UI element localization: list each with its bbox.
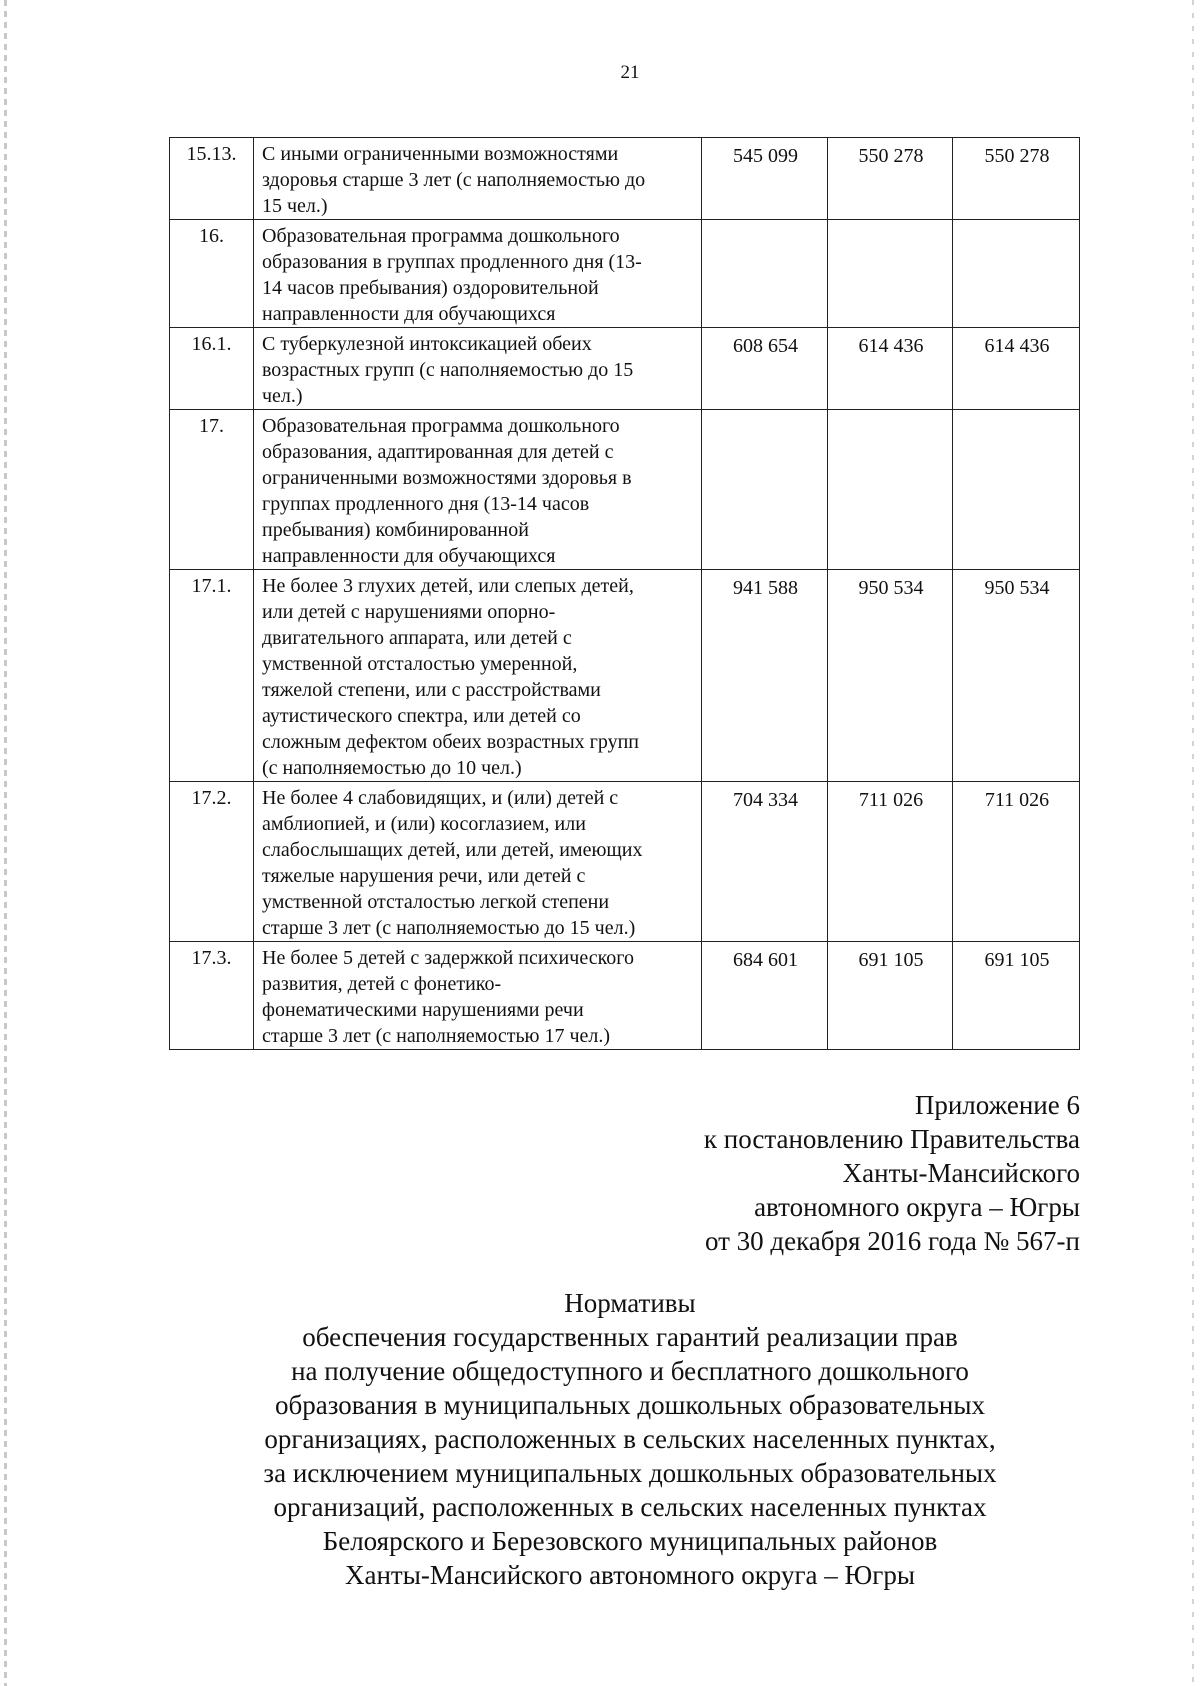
description-line: С туберкулезной интоксикацией обеих xyxy=(262,333,592,355)
row-number: 16. xyxy=(170,220,254,328)
row-description xyxy=(254,942,702,1050)
row-number: 16.1. xyxy=(170,328,254,410)
description-line: амблиопией, и (или) косоглазием, или xyxy=(262,813,586,835)
value-year-1: 545 099 xyxy=(702,138,828,220)
value-year-3: 711 026 xyxy=(953,782,1080,942)
document-title xyxy=(160,1286,1100,1592)
value-year-2 xyxy=(828,220,953,328)
value-year-1 xyxy=(702,220,828,328)
title-line: организаций, расположенных в сельских населенных пунктах xyxy=(273,1492,987,1522)
row-description xyxy=(254,328,702,410)
row-number: 17. xyxy=(170,410,254,570)
value-year-1: 608 654 xyxy=(702,328,828,410)
description-line: сложным дефектом обеих возрастных групп xyxy=(262,731,639,753)
row-number: 15.13. xyxy=(170,138,254,220)
description-line: направленности для обучающихся xyxy=(262,303,556,325)
description-line: тяжелые нарушения речи, или детей с xyxy=(262,865,586,887)
table-row xyxy=(170,410,1080,570)
appendix-line: от 30 декабря 2016 года № 567-п xyxy=(704,1226,1080,1256)
value-year-2: 614 436 xyxy=(828,328,953,410)
value-year-3: 550 278 xyxy=(953,138,1080,220)
title-line: образования в муниципальных дошкольных образовательных xyxy=(275,1390,985,1420)
description-line: тяжелой степени, или с расстройствами xyxy=(262,679,601,701)
value-year-1 xyxy=(702,410,828,570)
description-line: группах продленного дня (13-14 часов xyxy=(262,493,590,515)
title-line: организациях, расположенных в сельских населенных пунктах, xyxy=(264,1424,996,1454)
value-year-3: 614 436 xyxy=(953,328,1080,410)
value-year-2: 550 278 xyxy=(828,138,953,220)
description-line: развития, детей с фонетико- xyxy=(262,973,502,995)
title-line: Ханты-Мансийского автономного округа – Югры xyxy=(345,1560,915,1590)
value-year-1: 704 334 xyxy=(702,782,828,942)
description-line: (с наполняемостью до 10 чел.) xyxy=(262,757,522,779)
description-line: образования в группах продленного дня (13- xyxy=(262,251,642,273)
appendix-line: Ханты-Мансийского xyxy=(842,1158,1080,1188)
row-number: 17.2. xyxy=(170,782,254,942)
row-description xyxy=(254,782,702,942)
page-number: 21 xyxy=(620,62,640,83)
row-description xyxy=(254,138,702,220)
description-line: С иными ограниченными возможностями xyxy=(262,143,619,165)
title-line: обеспечения государственных гарантий реализации прав xyxy=(302,1322,958,1352)
description-line: образования, адаптированная для детей с xyxy=(262,441,614,463)
value-year-2 xyxy=(828,410,953,570)
value-year-3: 950 534 xyxy=(953,570,1080,782)
description-line: 14 часов пребывания) оздоровительной xyxy=(262,277,599,299)
scan-left-edge xyxy=(4,0,7,1686)
value-year-1: 941 588 xyxy=(702,570,828,782)
description-line: Не более 4 слабовидящих, и (или) детей с xyxy=(262,787,619,809)
table-row xyxy=(170,328,1080,410)
description-line: слабослышащих детей, или детей, имеющих xyxy=(262,839,643,861)
appendix-line: к постановлению Правительства xyxy=(703,1124,1080,1154)
value-year-3 xyxy=(953,220,1080,328)
normatives-table xyxy=(169,137,1080,1050)
value-year-3 xyxy=(953,410,1080,570)
table-row xyxy=(170,570,1080,782)
row-description xyxy=(254,570,702,782)
description-line: аутистического спектра, или детей со xyxy=(262,705,581,727)
title-line: за исключением муниципальных дошкольных образовательных xyxy=(263,1458,997,1488)
description-line: фонематическими нарушениями речи xyxy=(262,999,584,1021)
table-row xyxy=(170,138,1080,220)
title-line: на получение общедоступного и бесплатного дошкольного xyxy=(291,1356,969,1386)
title-line: Белоярского и Березовского муниципальных районов xyxy=(322,1526,938,1556)
appendix-line: Приложение 6 xyxy=(914,1090,1080,1120)
title-heading: Нормативы xyxy=(564,1288,696,1318)
row-number: 17.3. xyxy=(170,942,254,1050)
value-year-2: 711 026 xyxy=(828,782,953,942)
description-line: возрастных групп (с наполняемостью до 15 xyxy=(262,359,634,381)
table-row xyxy=(170,942,1080,1050)
description-line: здоровья старше 3 лет (с наполняемостью до xyxy=(262,169,646,191)
row-description xyxy=(254,410,702,570)
description-line: чел.) xyxy=(262,385,303,407)
description-line: умственной отсталостью легкой степени xyxy=(262,891,610,913)
value-year-2: 691 105 xyxy=(828,942,953,1050)
appendix-header xyxy=(704,1088,1080,1258)
description-line: Не более 3 глухих детей, или слепых детей, xyxy=(262,575,634,597)
description-line: Образовательная программа дошкольного xyxy=(262,225,620,247)
appendix-line: автономного округа – Югры xyxy=(754,1192,1080,1222)
description-line: старше 3 лет (с наполняемостью 17 чел.) xyxy=(262,1025,611,1047)
row-description xyxy=(254,220,702,328)
description-line: 15 чел.) xyxy=(262,195,328,217)
description-line: Образовательная программа дошкольного xyxy=(262,415,620,437)
description-line: направленности для обучающихся xyxy=(262,545,556,567)
scan-right-edge xyxy=(1192,0,1194,1686)
value-year-2: 950 534 xyxy=(828,570,953,782)
description-line: пребывания) комбинированной xyxy=(262,519,529,541)
description-line: или детей с нарушениями опорно- xyxy=(262,601,556,623)
description-line: умственной отсталостью умеренной, xyxy=(262,653,578,675)
value-year-3: 691 105 xyxy=(953,942,1080,1050)
description-line: старше 3 лет (с наполняемостью до 15 чел.) xyxy=(262,917,636,939)
table-row xyxy=(170,782,1080,942)
row-number: 17.1. xyxy=(170,570,254,782)
table-row xyxy=(170,220,1080,328)
description-line: двигательного аппарата, или детей с xyxy=(262,627,572,649)
value-year-1: 684 601 xyxy=(702,942,828,1050)
description-line: ограниченными возможностями здоровья в xyxy=(262,467,632,489)
description-line: Не более 5 детей с задержкой психического xyxy=(262,947,634,969)
